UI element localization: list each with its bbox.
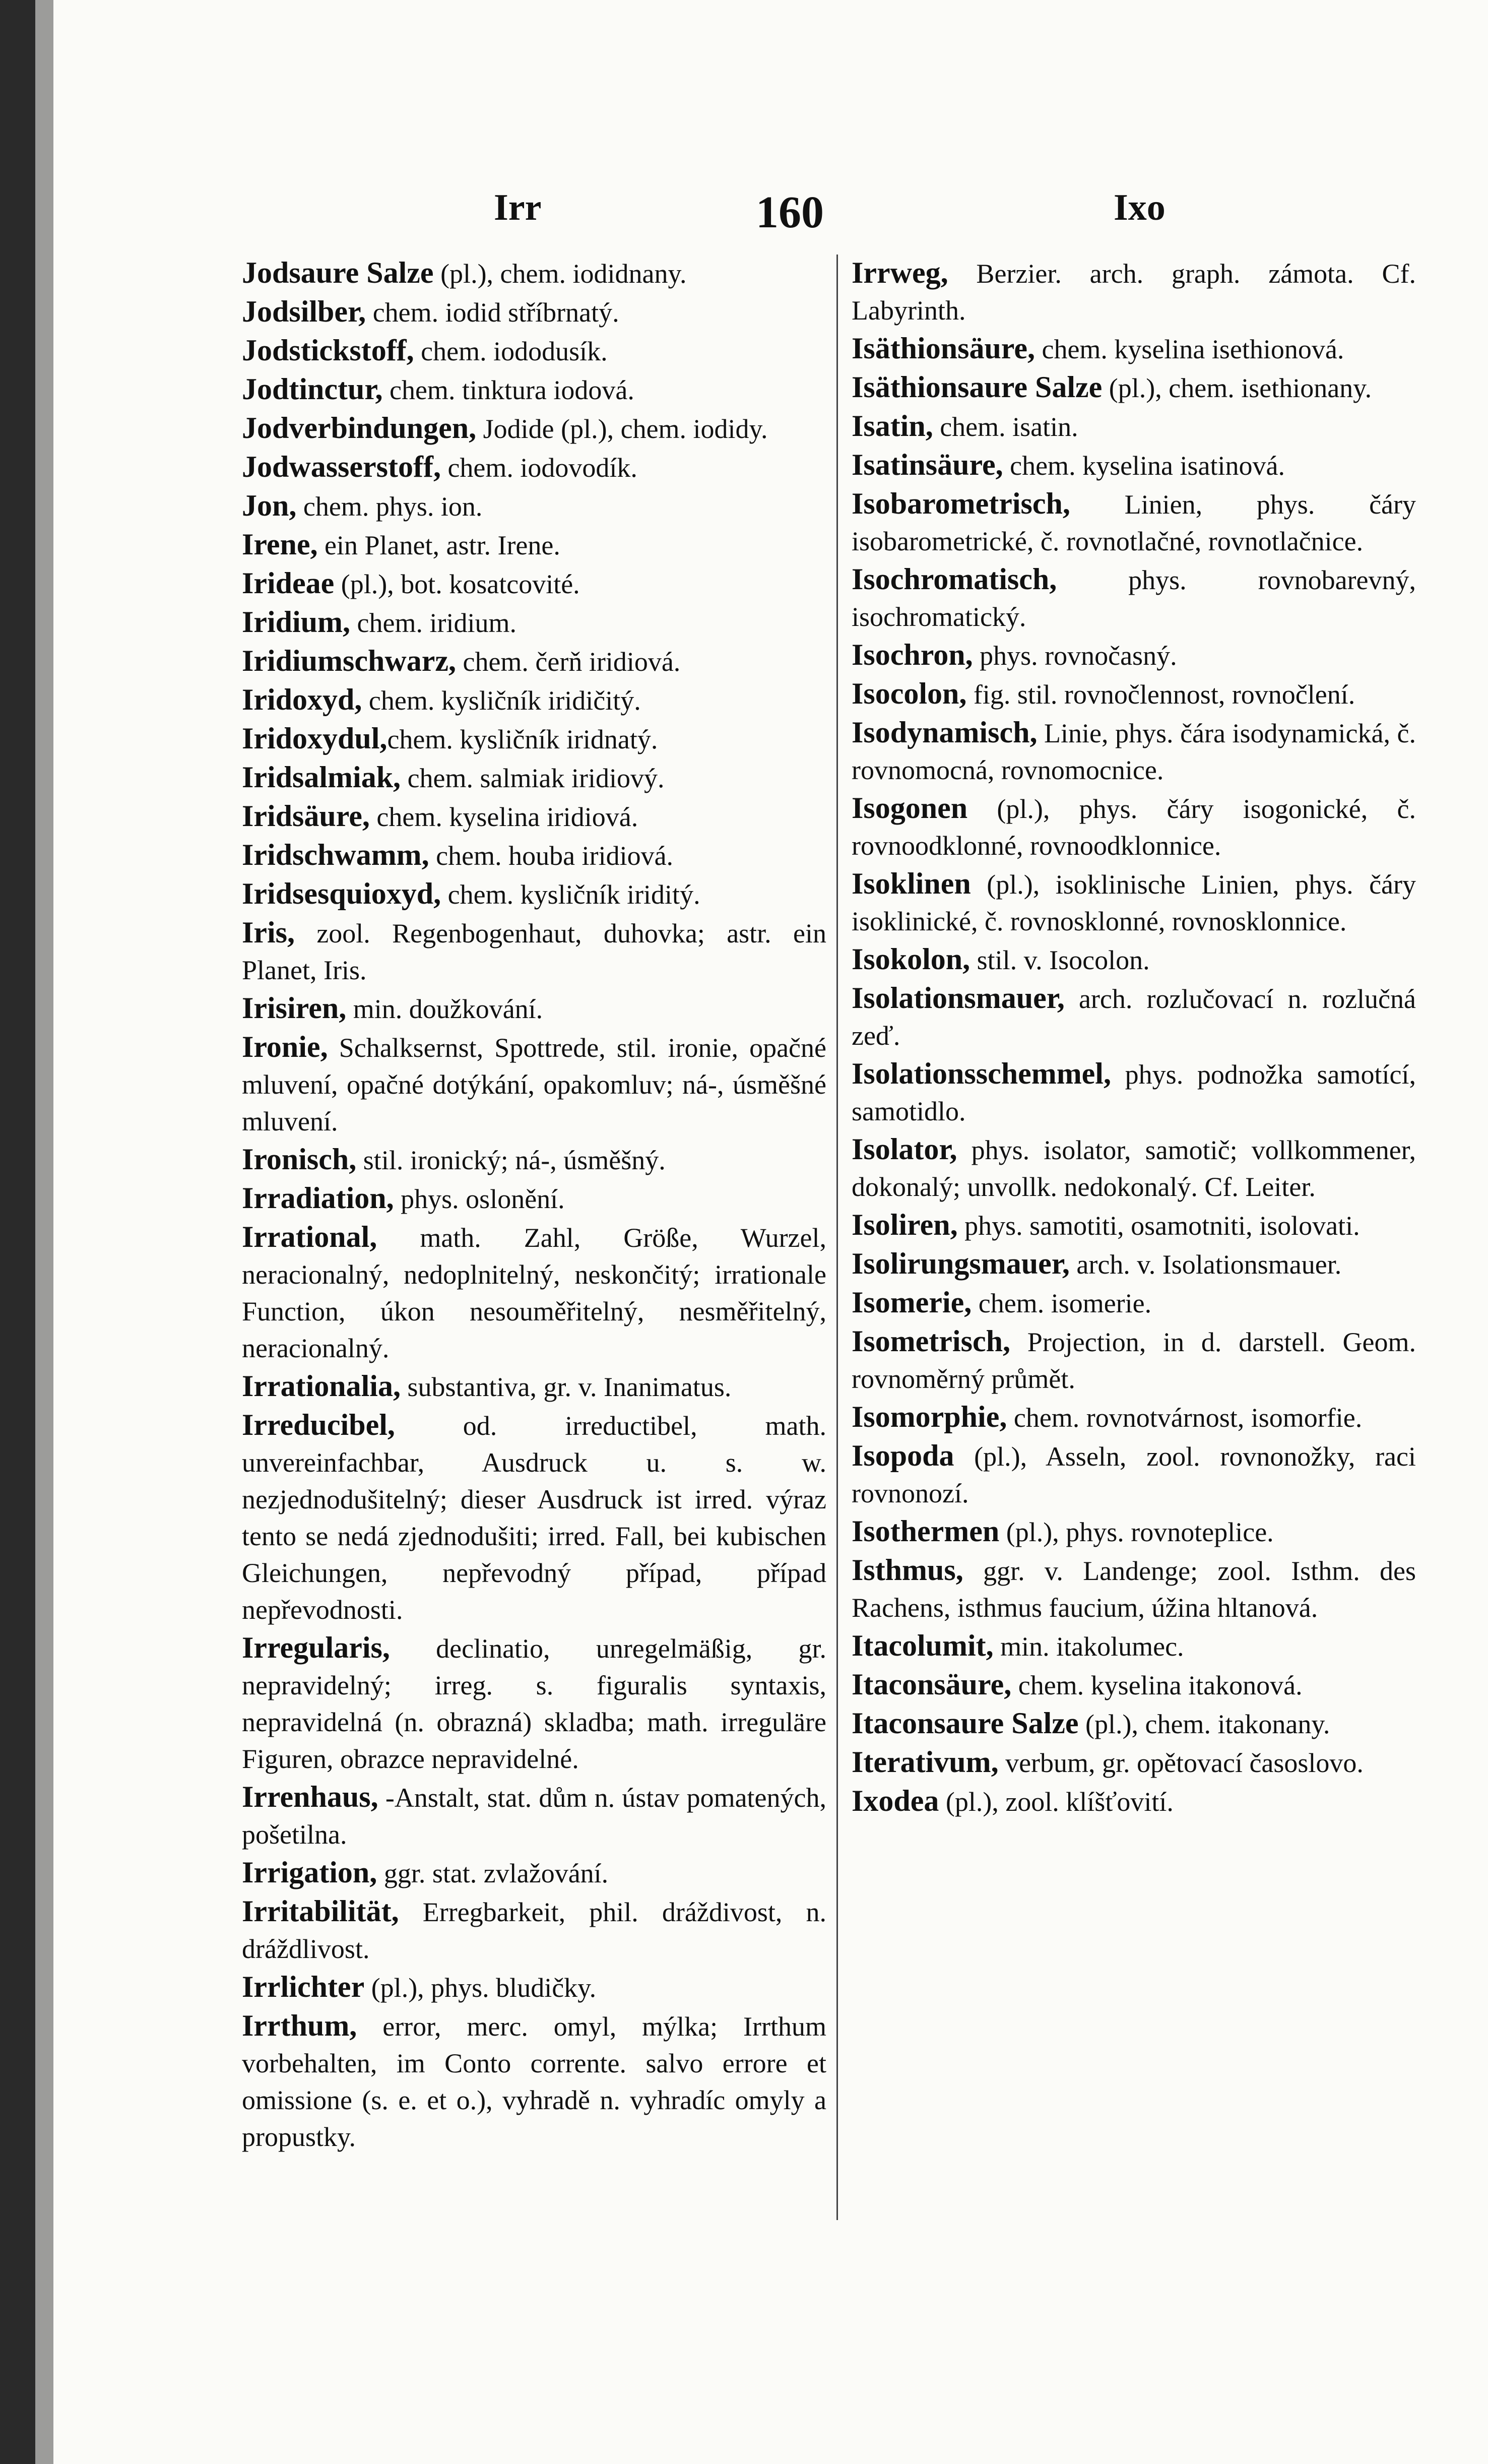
entry-definition: (pl.), chem. iodidnany. <box>433 259 687 289</box>
entry-definition: (pl.), isoklinische Linien, phys. čáry isoklinické, č. rovnosklonné, rovnosklonnice. <box>852 869 1416 936</box>
dictionary-entry <box>242 255 826 292</box>
dictionary-entry <box>242 798 826 836</box>
entry-headword: Iridschwamm, <box>242 838 429 871</box>
dictionary-entry <box>242 565 826 603</box>
entry-headword: Jon, <box>242 489 297 522</box>
entry-definition: phys. rovnočasný. <box>973 641 1177 671</box>
dictionary-entry <box>852 1399 1416 1436</box>
entry-headword: Irrigation, <box>242 1856 377 1889</box>
entry-headword: Isolirungsmauer, <box>852 1247 1070 1280</box>
entry-definition: phys. samotiti, osamotniti, isolovati. <box>957 1211 1360 1241</box>
entry-definition: chem. houba iridiová. <box>429 841 674 871</box>
entry-definition: chem. rovnotvárnost, isomorfie. <box>1007 1403 1363 1433</box>
entry-definition: Erregbarkeit, phil. dráždivost, n. dráždlivost. <box>242 1897 826 1964</box>
entry-definition: chem. iodid stříbrnatý. <box>366 297 619 328</box>
entry-definition: chem. kyselina isethionová. <box>1034 334 1344 364</box>
entry-definition: arch. v. Isolationsmauer. <box>1069 1249 1342 1280</box>
dictionary-entry <box>852 1627 1416 1665</box>
entry-definition: min. itakolumec. <box>993 1631 1184 1662</box>
entry-headword: Isomorphie, <box>852 1400 1007 1433</box>
entry-definition: od. irreductibel, math. unvereinfachbar, Ausdruck u. s. w. nezjednodušitelný; dieser Ausdruck ist irred. výraz tento se nedá zjednodušiti; irred. Fall, bei kubischen Gleichungen, nepřevodný případ, případ nepřevodnosti. <box>242 1411 826 1625</box>
entry-definition: -Anstalt, stat. dům n. ústav pomatených, pošetilna. <box>242 1783 826 1850</box>
dictionary-entry <box>852 941 1416 979</box>
dictionary-entry <box>852 714 1416 789</box>
entry-definition: fig. stil. rovnočlennost, rovnočlení. <box>966 679 1355 710</box>
entry-headword: Iridoxydul, <box>242 722 387 755</box>
dictionary-entry <box>242 526 826 564</box>
entry-headword: Isomerie, <box>852 1286 972 1319</box>
entry-definition: phys. rovnobarevný, isochromatický. <box>852 565 1416 632</box>
entry-headword: Irradiation, <box>242 1181 394 1215</box>
entry-headword: Itaconsaure Salze <box>852 1707 1079 1740</box>
dictionary-entry <box>852 980 1416 1054</box>
entry-headword: Irideae <box>242 566 335 600</box>
dictionary-entry <box>852 790 1416 864</box>
entry-headword: Iridoxyd, <box>242 683 362 716</box>
entry-definition: zool. Regenbogenhaut, duhovka; astr. ein Planet, Iris. <box>242 918 826 985</box>
entry-definition: math. Zahl, Größe, Wurzel, neracionalný, nedoplnitelný, neskončitý; irrationale Function, úkon nesouměřitelný, nesměřitelný, neracionalný. <box>242 1223 826 1363</box>
entry-definition: chem. isatin. <box>933 412 1078 442</box>
dictionary-entry <box>242 875 826 913</box>
dictionary-entry <box>852 1666 1416 1704</box>
entry-headword: Isatinsäure, <box>852 448 1003 481</box>
entry-headword: Jodstickstoff, <box>242 334 414 367</box>
entry-headword: Isopoda <box>852 1439 954 1472</box>
entry-definition: stil. v. Isocolon. <box>970 945 1150 975</box>
dictionary-entry <box>852 255 1416 329</box>
dictionary-entry <box>852 1284 1416 1322</box>
dictionary-entry <box>852 1437 1416 1512</box>
entry-definition: phys. isolator, samotič; vollkommener, dokonalý; unvollk. nedokonalý. Cf. Leiter. <box>852 1135 1416 1202</box>
entry-headword: Iridium, <box>242 605 351 639</box>
entry-headword: Isolator, <box>852 1132 957 1166</box>
dictionary-entry <box>242 759 826 797</box>
entry-definition: (pl.), phys. bludičky. <box>364 1973 597 2003</box>
entry-headword: Jodverbindungen, <box>242 411 477 445</box>
dictionary-entry <box>242 2007 826 2156</box>
entry-definition: chem. iodovodík. <box>440 453 637 483</box>
dictionary-entry <box>852 369 1416 407</box>
column-divider <box>836 255 838 2220</box>
entry-definition: chem. kyselina iridiová. <box>369 802 638 832</box>
entry-definition: chem. iridium. <box>350 608 516 638</box>
dictionary-entry <box>242 371 826 409</box>
dictionary-entry <box>852 1055 1416 1130</box>
entry-definition: (pl.), phys. čáry isogonické, č. rovnoodklonné, rovnoodklonnice. <box>852 794 1416 861</box>
dictionary-entry <box>852 637 1416 674</box>
entry-definition: stil. ironický; ná-, úsměšný. <box>356 1145 666 1175</box>
dictionary-entry <box>242 449 826 486</box>
entry-definition: phys. oslonění. <box>394 1184 565 1214</box>
running-header <box>232 186 1361 242</box>
entry-definition: (pl.), zool. klíšťovití. <box>939 1787 1174 1817</box>
dictionary-entry <box>242 643 826 680</box>
entry-headword: Isothermen <box>852 1514 1000 1548</box>
dictionary-entry <box>242 1407 826 1628</box>
entry-definition: ein Planet, astr. Irene. <box>317 530 560 560</box>
entry-headword: Isolationsschemmel, <box>852 1057 1111 1090</box>
entry-headword: Irrweg, <box>852 256 948 289</box>
entry-definition: (pl.), bot. kosatcovité. <box>334 569 580 599</box>
dictionary-entry <box>242 1180 826 1218</box>
entry-definition: declinatio, unregelmäßig, gr. nepravidelný; irreg. s. figuralis syntaxis, nepravidelná (n. obrazná) skladba; math. irreguläre Figuren, obrazce nepravidelné. <box>242 1633 826 1774</box>
dictionary-entry <box>242 1029 826 1140</box>
dictionary-entry <box>852 1705 1416 1743</box>
dictionary-entry <box>852 865 1416 940</box>
entry-headword: Irregularis, <box>242 1631 390 1664</box>
entry-headword: Ironisch, <box>242 1143 357 1176</box>
entry-headword: Itacolumit, <box>852 1629 994 1662</box>
dictionary-entry <box>242 1629 826 1778</box>
right-column <box>852 255 1416 2422</box>
entry-headword: Irreducibel, <box>242 1408 395 1441</box>
dictionary-entry <box>242 332 826 370</box>
entry-headword: Isometrisch, <box>852 1324 1010 1358</box>
dictionary-entry <box>242 1368 826 1406</box>
dictionary-entry <box>852 1744 1416 1782</box>
entry-headword: Irrational, <box>242 1220 377 1253</box>
dictionary-entry <box>852 1207 1416 1244</box>
dictionary-entry <box>852 1245 1416 1283</box>
dictionary-entry <box>852 1131 1416 1206</box>
entry-headword: Irrationalia, <box>242 1369 401 1403</box>
entry-definition: verbum, gr. opětovací časoslovo. <box>998 1748 1364 1778</box>
binding-edge <box>0 0 35 2464</box>
entry-headword: Ironie, <box>242 1030 328 1063</box>
entry-headword: Isodynamisch, <box>852 716 1038 749</box>
entry-definition: chem. kysličník iridičitý. <box>362 685 641 716</box>
dictionary-entry <box>242 837 826 874</box>
entry-headword: Irrlichter <box>242 1970 365 2003</box>
entry-headword: Jodsilber, <box>242 295 366 328</box>
dictionary-entry <box>242 1779 826 1853</box>
entry-headword: Isthmus, <box>852 1553 963 1587</box>
entry-headword: Isatin, <box>852 409 933 443</box>
entry-headword: Isokolon, <box>852 942 971 976</box>
entry-headword: Irritabilität, <box>242 1894 399 1928</box>
dictionary-entry <box>242 990 826 1028</box>
entry-definition: Linien, phys. čáry isobarometrické, č. rovnotlačné, rovnotlačnice. <box>852 489 1416 556</box>
dictionary-entry <box>852 408 1416 446</box>
entry-definition: Projection, in d. darstell. Geom. rovnoměrný průmět. <box>852 1327 1416 1394</box>
entry-headword: Iridiumschwarz, <box>242 644 456 677</box>
dictionary-entry <box>852 675 1416 713</box>
entry-definition: Jodide (pl.), chem. iodidy. <box>476 414 768 444</box>
dictionary-entry <box>242 720 826 758</box>
entry-headword: Isoklinen <box>852 867 971 900</box>
dictionary-entry <box>852 330 1416 368</box>
entry-headword: Isochron, <box>852 638 973 671</box>
entry-definition: chem. iododusík. <box>414 336 608 366</box>
entry-headword: Isobarometrisch, <box>852 487 1070 520</box>
entry-headword: Isäthionsäure, <box>852 332 1035 365</box>
dictionary-entry <box>242 410 826 448</box>
dictionary-entry <box>852 1513 1416 1551</box>
entry-definition: arch. rozlučovací n. rozlučná zeď. <box>852 984 1416 1051</box>
entry-definition: min. doužkování. <box>346 994 543 1024</box>
entry-headword: Iridsäure, <box>242 799 370 833</box>
entry-definition: chem. čerň iridiová. <box>456 647 681 677</box>
entry-definition: chem. kyselina isatinová. <box>1003 451 1285 481</box>
left-guide-word: Irr <box>494 187 542 228</box>
entry-definition: (pl.), chem. itakonany. <box>1078 1709 1330 1739</box>
entry-definition: ggr. stat. zvlažování. <box>377 1858 609 1888</box>
dictionary-entry <box>242 1219 826 1367</box>
binding-shadow <box>35 0 53 2464</box>
entry-headword: Ixodea <box>852 1784 939 1817</box>
dictionary-entry <box>852 447 1416 484</box>
entry-definition: chem. tinktura iodová. <box>382 375 634 405</box>
dictionary-entry <box>852 1323 1416 1398</box>
dictionary-entry <box>242 1854 826 1892</box>
dictionary-entry <box>242 681 826 719</box>
right-guide-word: Ixo <box>1114 187 1166 228</box>
entry-definition: phys. podnožka samotící, samotidlo. <box>852 1059 1416 1126</box>
entry-headword: Irene, <box>242 528 318 561</box>
page-number: 160 <box>756 187 824 237</box>
entry-definition: chem. kyselina itakonová. <box>1011 1670 1303 1700</box>
entry-headword: Jodsaure Salze <box>242 256 434 289</box>
entry-definition: ggr. v. Landenge; zool. Isthm. des Rachens, isthmus faucium, úžina hltanová. <box>852 1556 1416 1623</box>
entry-headword: Itaconsäure, <box>852 1668 1012 1701</box>
entry-headword: Irrenhaus, <box>242 1780 378 1813</box>
entry-headword: Irrthum, <box>242 2009 357 2042</box>
dictionary-entry <box>242 604 826 642</box>
entry-headword: Jodtinctur, <box>242 372 383 406</box>
entry-definition: (pl.), chem. isethionany. <box>1102 373 1372 403</box>
entry-headword: Iridsesquioxyd, <box>242 877 441 910</box>
entry-headword: Iris, <box>242 916 295 949</box>
entry-headword: Isolationsmauer, <box>852 981 1065 1015</box>
entry-headword: Jodwasserstoff, <box>242 450 441 483</box>
entry-definition: Berzier. arch. graph. zámota. Cf. Labyrinth. <box>852 259 1416 326</box>
entry-definition: Schalksernst, Spottrede, stil. ironie, opačné mluvení, opačné dotýkání, opakomluv; ná-, úsměšné mluvení. <box>242 1033 826 1136</box>
entry-headword: Isocolon, <box>852 677 967 710</box>
entry-headword: Iterativum, <box>852 1745 999 1779</box>
entry-definition: substantiva, gr. v. Inanimatus. <box>400 1372 732 1402</box>
dictionary-entry <box>242 487 826 525</box>
entry-definition: (pl.), phys. rovnoteplice. <box>999 1517 1274 1547</box>
entry-definition: chem. phys. ion. <box>296 491 483 522</box>
dictionary-entry <box>852 561 1416 636</box>
entry-headword: Irisiren, <box>242 991 347 1025</box>
entry-definition: Linie, phys. čára isodynamická, č. rovnomocná, rovnomocnice. <box>852 718 1416 785</box>
dictionary-entry <box>852 1552 1416 1626</box>
dictionary-entry <box>242 914 826 989</box>
dictionary-entry <box>242 1141 826 1179</box>
entry-headword: Isäthionsaure Salze <box>852 370 1103 404</box>
dictionary-entry <box>242 1893 826 1968</box>
entry-definition: chem. salmiak iridiový. <box>401 763 665 793</box>
left-column <box>242 255 826 2422</box>
dictionary-entry <box>242 1969 826 2006</box>
entry-definition: error, merc. omyl, mýlka; Irrthum vorbehalten, im Conto corrente. salvo errore et omissione (s. e. et o.), vyhradě n. vyhradíc omyly a propustky. <box>242 2011 826 2152</box>
dictionary-entry <box>852 485 1416 560</box>
entry-headword: Isogonen <box>852 791 968 825</box>
entry-headword: Iridsalmiak, <box>242 761 401 794</box>
entry-definition: (pl.), Asseln, zool. rovnonožky, raci rovnonozí. <box>852 1441 1416 1508</box>
entry-headword: Isochromatisch, <box>852 562 1057 596</box>
entry-headword: Isoliren, <box>852 1208 958 1241</box>
entry-definition: chem. isomerie. <box>972 1288 1152 1318</box>
entry-definition: chem. kysličník iridnatý. <box>387 724 658 754</box>
dictionary-entry <box>242 293 826 331</box>
dictionary-entry <box>852 1783 1416 1820</box>
entry-definition: chem. kysličník iriditý. <box>441 879 700 910</box>
